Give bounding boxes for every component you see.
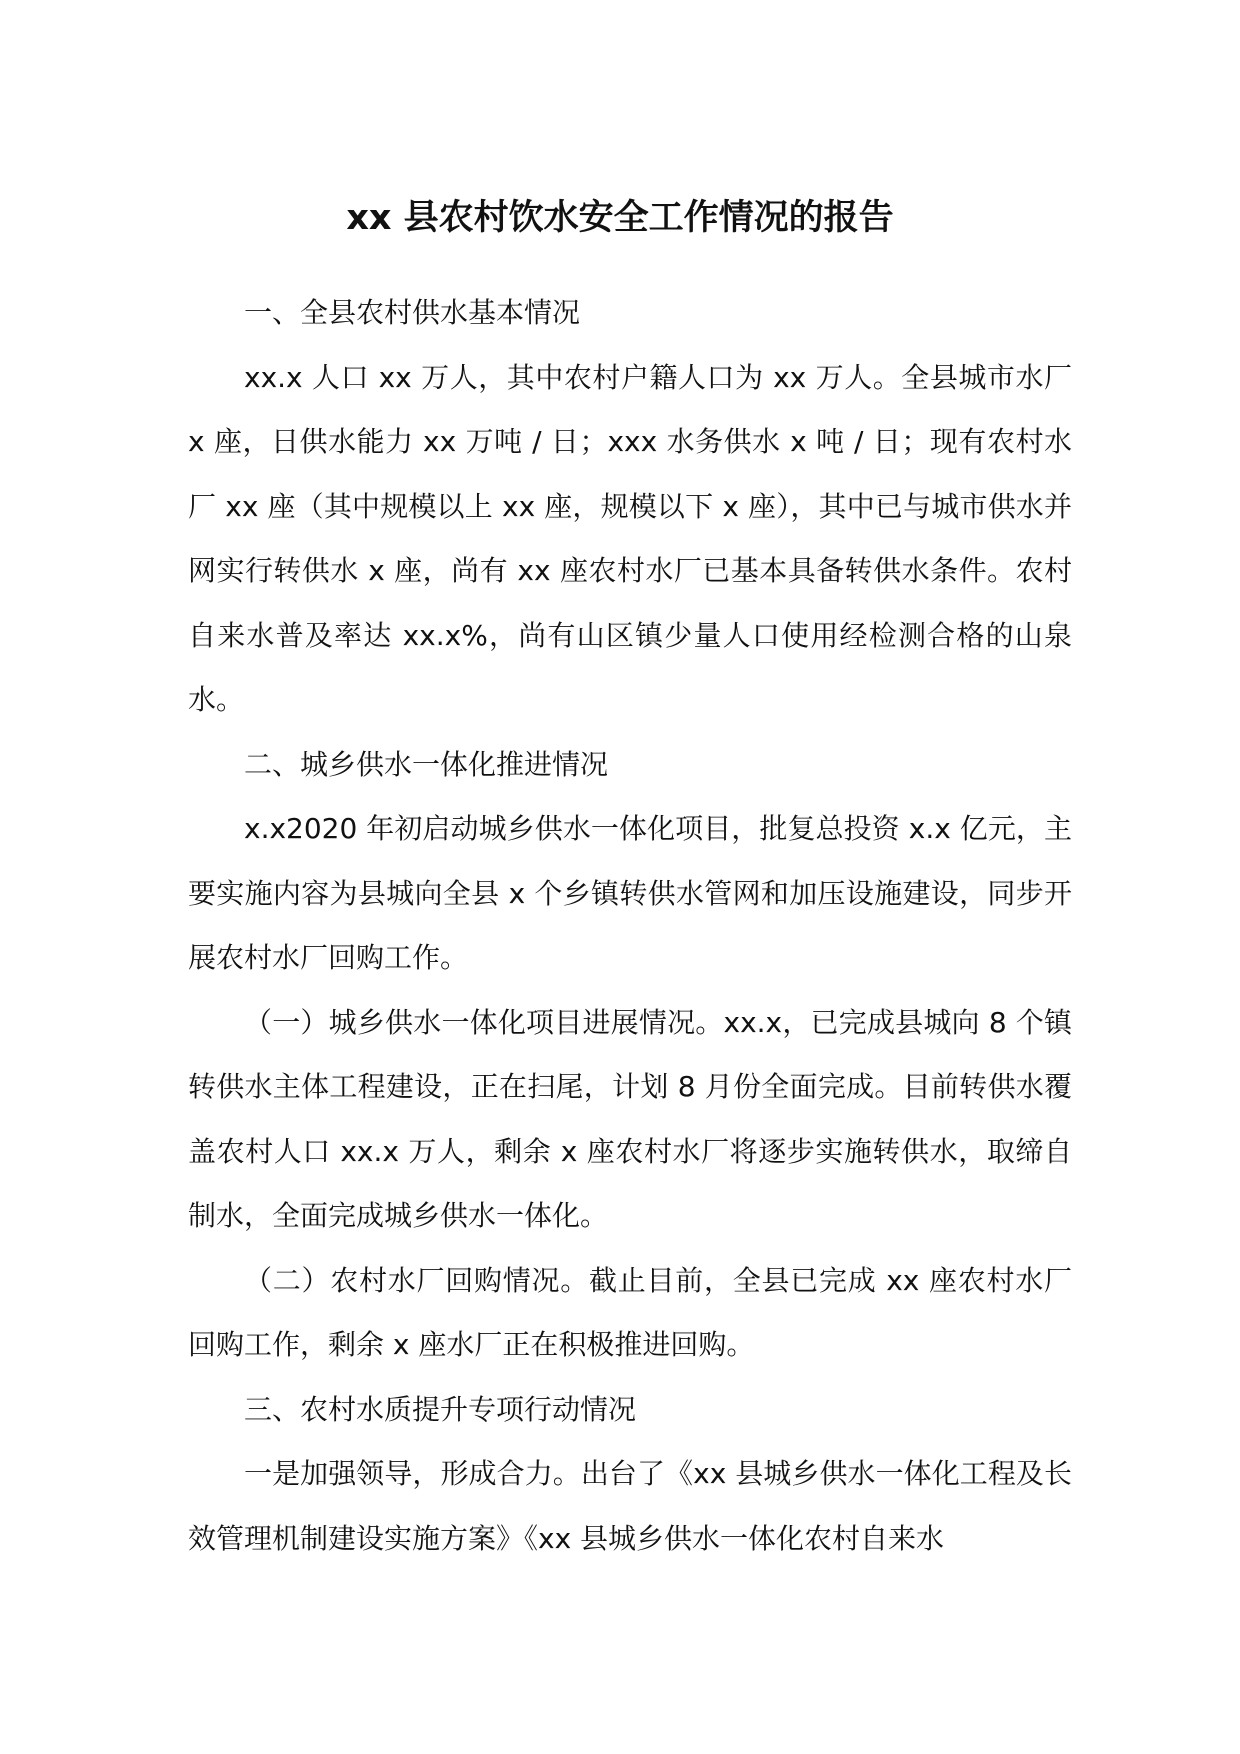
document-title: xx 县农村饮水安全工作情况的报告 xyxy=(346,198,894,238)
paragraph-plant-buyback: （二）农村水厂回购情况。截止目前，全县已完成 xx 座农村水厂回购工作，剩余 x 座水厂正在积极推进回购。 xyxy=(188,1263,1072,1361)
paragraph-leadership: 一是加强领导，形成合力。出台了《xx 县城乡供水一体化工程及长效管理机制建设实施方案》《xx 县城乡供水一体化农村自来水 xyxy=(188,1457,1072,1555)
section-heading-3: 三、农村水质提升专项行动情况 xyxy=(244,1392,637,1426)
paragraph-basic-situation: xx.x 人口 xx 万人，其中农村户籍人口为 xx 万人。全县城市水厂 x 座，日供水能力 xx 万吨 / 日；xxx 水务供水 x 吨 / 日；现有农村水厂 xx 座（其中规模以上 xx 座，规模以下 x 座），其中已与城市供水并网实行转供水 x 座，尚有 xx 座农村水厂已基本具备转供水条件。农村自来水普及率达 xx.x%，尚有山区镇少量人口使用经检测合格的山泉水。 xyxy=(188,360,1072,716)
section-heading-1: 一、全县农村供水基本情况 xyxy=(244,296,581,329)
section-heading-2: 二、城乡供水一体化推进情况 xyxy=(244,747,609,781)
paragraph-project-progress: （一）城乡供水一体化项目进展情况。xx.x，已完成县城向 8 个镇转供水主体工程建设，正在扫尾，计划 8 月份全面完成。目前转供水覆盖农村人口 xx.x 万人，剩余 x 座农村水厂将逐步实施转供水，取缔自制水，全面完成城乡供水一体化。 xyxy=(188,1005,1072,1232)
document-body xyxy=(188,281,1072,1571)
paragraph-integration-overview: x.x2020 年初启动城乡供水一体化项目，批复总投资 x.x 亿元，主要实施内容为县城向全县 x 个乡镇转供水管网和加压设施建设，同步开展农村水厂回购工作。 xyxy=(188,812,1072,974)
